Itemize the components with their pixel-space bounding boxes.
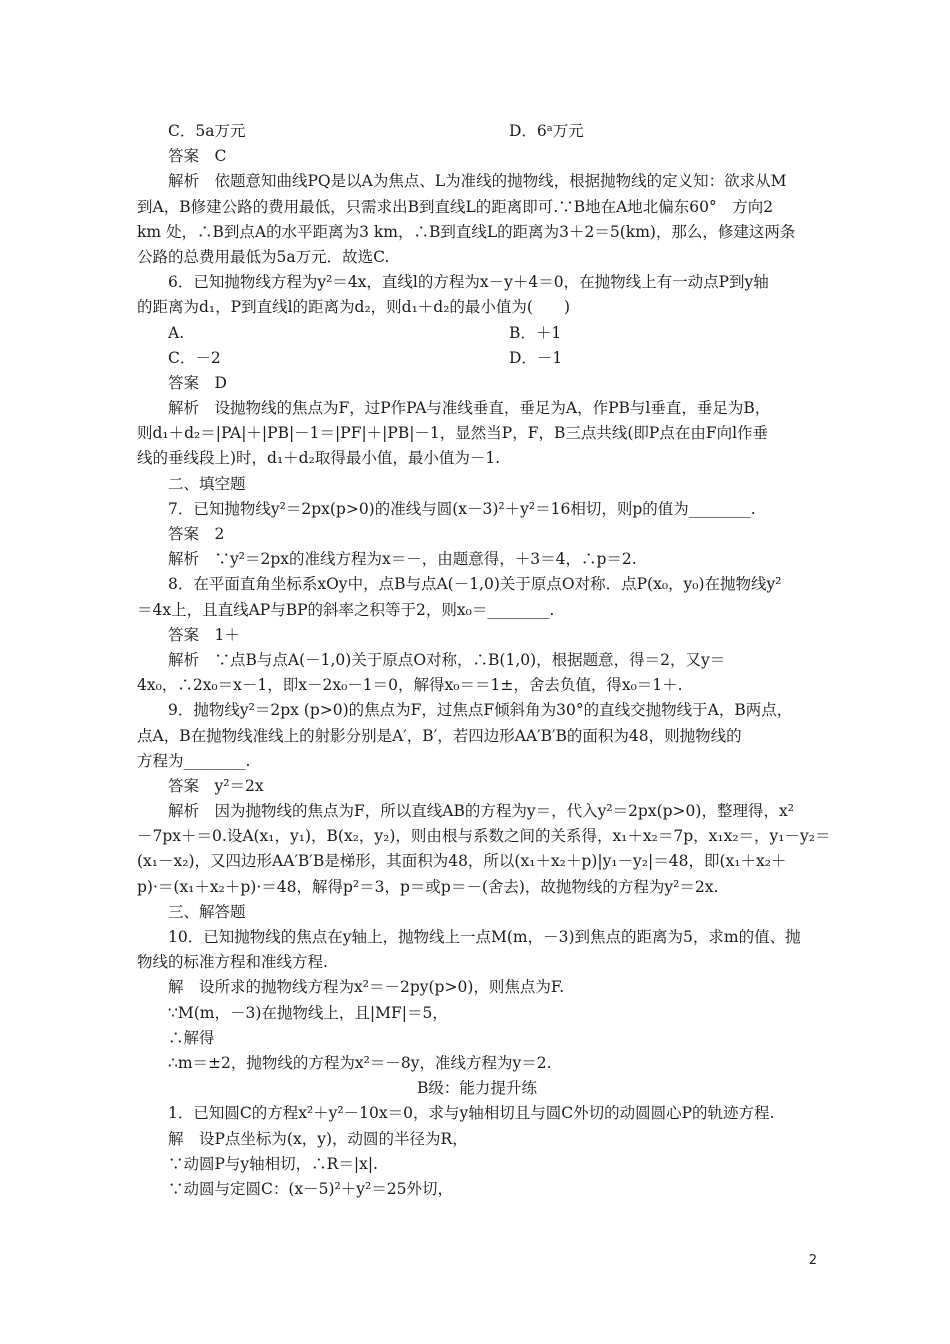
text-line: 解析 ∵y²＝2px的准线方程为x＝－，由题意得，＋3＝4，∴p＝2. <box>168 550 637 569</box>
text-line: km 处，∴B到点A的水平距离为3 km，∴B到直线L的距离为3＋2＝5(km)，那么，修建这两条 <box>137 222 796 241</box>
text-line: 答案 1＋ <box>168 625 240 644</box>
text-line: 答案 2 <box>168 525 225 543</box>
text-line: 线的垂线段上)时，d₁＋d₂取得最小值，最小值为－1. <box>137 449 501 468</box>
option-left: C．－2 <box>168 348 221 367</box>
text-line: 解析 依题意知曲线PQ是以A为焦点、L为准线的抛物线，根据抛物线的定义知：欲求从M <box>168 172 787 191</box>
text-line: 三、解答题 <box>168 902 246 921</box>
text-line: 的距离为d₁，P到直线l的距离为d₂，则d₁＋d₂的最小值为( ) <box>137 298 571 317</box>
text-line: 10．已知抛物线的焦点在y轴上，抛物线上一点M(m，－3)到焦点的距离为5，求m的值、抛 <box>168 928 801 946</box>
text-line: 7．已知抛物线y²＝2px(p>0)的准线与圆(x－3)²＋y²＝16相切，则p的值为________. <box>168 499 756 518</box>
text-line: 解 设P点坐标为(x，y)，动圆的半径为R， <box>168 1129 468 1148</box>
text-line: 二、填空题 <box>168 474 246 493</box>
text-line: 则d₁＋d₂＝|PA|＋|PB|－1＝|PF|＋|PB|－1，显然当P，F，B三点共线(即P点在由F向l作垂 <box>137 424 769 443</box>
text-line: －7px＋＝0.设A(x₁，y₁)，B(x₂，y₂)，则由根与系数之间的关系得，x₁＋x₂＝7p，x₁x₂＝，y₁－y₂＝ <box>137 827 831 846</box>
section-heading: B级：能力提升练 <box>417 1079 537 1098</box>
text-line: 6．已知抛物线方程为y²＝4x，直线l的方程为x－y＋4＝0，在抛物线上有一动点P到y轴 <box>168 273 769 292</box>
text-line: 方程为________. <box>137 751 251 770</box>
text-line: 解析 因为抛物线的焦点为F，所以直线AB的方程为y＝，代入y²＝2px(p>0)，整理得，x² <box>168 802 794 821</box>
option-row <box>137 321 817 346</box>
text-line: 8．在平面直角坐标系xOy中，点B与点A(－1,0)关于原点O对称．点P(x₀，y₀)在抛物线y² <box>168 575 782 594</box>
text-line: ∵动圆P与y轴相切，∴R＝|x|. <box>168 1154 378 1173</box>
text-line: 公路的总费用最低为5a万元．故选C. <box>137 247 390 266</box>
option-right: D．6ᵃ万元 <box>509 122 584 140</box>
text-line: 解析 设抛物线的焦点为F，过P作PA与准线垂直，垂足为A，作PB与l垂直，垂足为B， <box>168 399 771 418</box>
text-line: ＝4x上，且直线AP与BP的斜率之积等于2，则x₀＝________. <box>137 600 555 619</box>
page-number: 2 <box>808 1253 817 1268</box>
text-line: 解析 ∵点B与点A(－1,0)关于原点O对称，∴B(1,0)，根据题意，得＝2，又y＝ <box>168 650 726 669</box>
text-line: 1．已知圆C的方程x²＋y²－10x＝0，求与y轴相切且与圆C外切的动圆圆心P的轨迹方程. <box>168 1104 775 1123</box>
text-line: 答案 y²＝2x <box>168 776 264 795</box>
text-line: 点A，B在抛物线准线上的射影分别是A′，B′，若四边形AA′B′B的面积为48，则抛物线的 <box>137 726 742 745</box>
text-line: 4x₀，∴2x₀＝x－1，即x－2x₀－1＝0，解得x₀＝＝1±，舍去负值，得x₀＝1＋. <box>137 676 683 695</box>
option-right: B．＋1 <box>509 323 562 342</box>
option-left: C．5a万元 <box>168 122 246 140</box>
text-line: ∴m＝±2，抛物线的方程为x²＝－8y，准线方程为y＝2. <box>168 1053 552 1072</box>
option-left: A. <box>168 323 185 342</box>
text-line: 物线的标准方程和准线方程. <box>137 953 328 972</box>
document-body <box>137 119 831 1202</box>
option-right: D．－1 <box>509 348 563 367</box>
text-line: 答案 D <box>168 373 227 392</box>
text-line: 到A，B修建公路的费用最低，只需求出B到直线L的距离即可.∵B地在A地北偏东60° 方向2 <box>137 197 774 216</box>
option-row <box>137 119 817 144</box>
text-line: 9．抛物线y²＝2px (p>0)的焦点为F，过焦点F倾斜角为30°的直线交抛物线于A，B两点， <box>168 701 793 720</box>
text-line: 解 设所求的抛物线方程为x²＝－2py(p>0)，则焦点为F. <box>168 978 565 997</box>
text-line: p)·＝(x₁＋x₂＋p)·＝48，解得p²＝3，p＝或p＝－(舍去)，故抛物线的方程为y²＝2x. <box>137 877 719 896</box>
text-line: (x₁－x₂)，又四边形AA′B′B是梯形，其面积为48，所以(x₁＋x₂＋p)|y₁－y₂|＝48，即(x₁＋x₂＋ <box>137 852 787 871</box>
option-row <box>137 346 817 371</box>
text-line: ∴解得 <box>168 1028 215 1047</box>
text-line: 答案 C <box>168 147 227 166</box>
text-line: ∵M(m，－3)在抛物线上，且|MF|＝5， <box>168 1003 448 1022</box>
text-line: ∵动圆与定圆C：(x－5)²＋y²＝25外切， <box>168 1179 453 1198</box>
